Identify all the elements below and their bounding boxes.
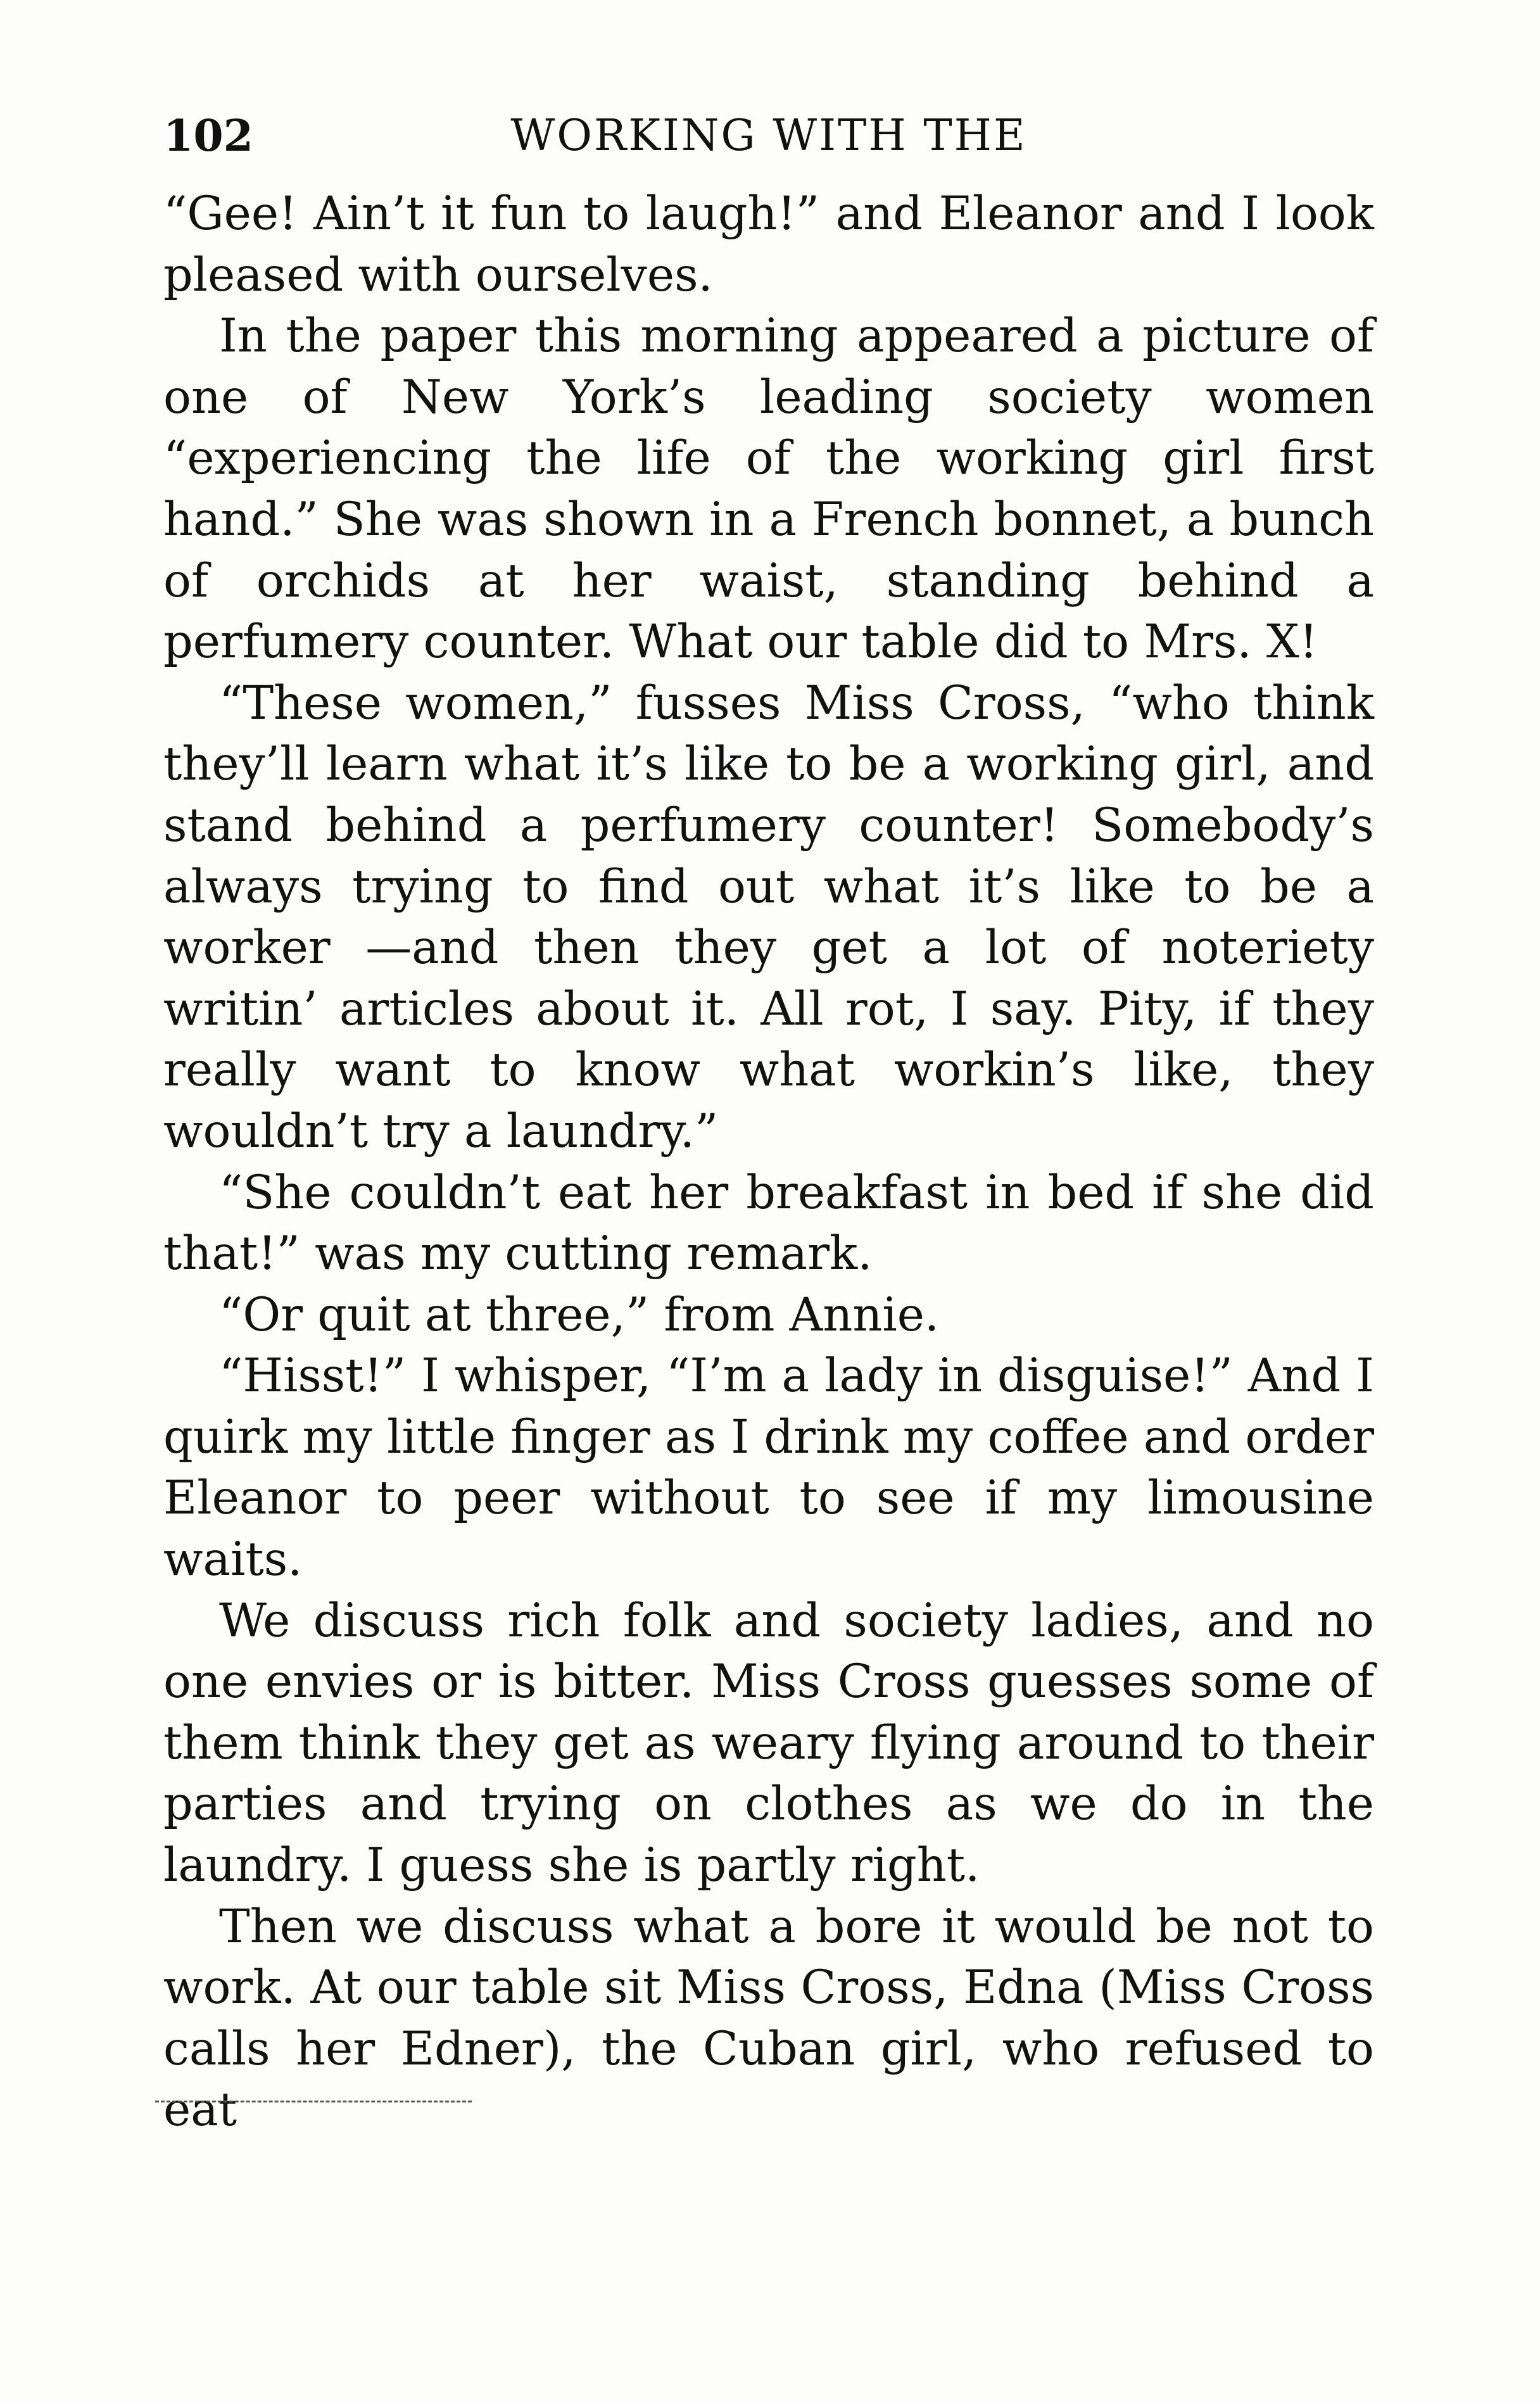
paragraph: “These women,” fusses Miss Cross, “who think they’ll learn what it’s like to be a working girl, and stand behind a perfumery counter! Somebody’s always trying to find out what it’s like to be a worker —and then they get a lot of noteriety writin’ articles about it. All rot, I say. Pity, if they really want to know what workin’s like, they wouldn’t try a laundry.”	[163, 676, 1374, 1158]
paragraph: “She couldn’t eat her breakfast in bed if she did that!” was my cutting remark.	[163, 1165, 1374, 1281]
paragraph: “Gee! Ain’t it fun to laugh!” and Eleanor and I look pleased with ourselves.	[163, 187, 1374, 302]
footer-rule	[155, 2101, 472, 2102]
page-number: 102	[163, 111, 253, 161]
page-header	[163, 108, 1374, 165]
running-head: WORKING WITH THE	[510, 111, 1027, 161]
paragraph: “Or quit at three,” from Annie.	[219, 1287, 940, 1342]
paragraph: Then we discuss what a bore it would be not to work. At our table sit Miss Cross, Edna (Miss Cross calls her Edner), the Cuban girl, who refused to eat	[163, 1899, 1374, 2137]
paragraph: “Hisst!” I whisper, “I’m a lady in disguise!” And I quirk my little finger as I drink my coffee and order Eleanor to peer without to see if my limousine waits.	[163, 1349, 1374, 1587]
paragraph: We discuss rich folk and society ladies, and no one envies or is bitter. Miss Cross guesses some of them think they get as weary flying around to their parties and trying on clothes as we do in the laundry. I guess she is partly right.	[163, 1593, 1374, 1893]
body-text	[163, 184, 1374, 2141]
paragraph: In the paper this morning appeared a picture of one of New York’s leading society women “experiencing the life of the working girl first hand.” She was shown in a French bonnet, a bunch of orchids at her waist, standing behind a perfumery counter. What our table did to Mrs. X!	[163, 309, 1374, 669]
